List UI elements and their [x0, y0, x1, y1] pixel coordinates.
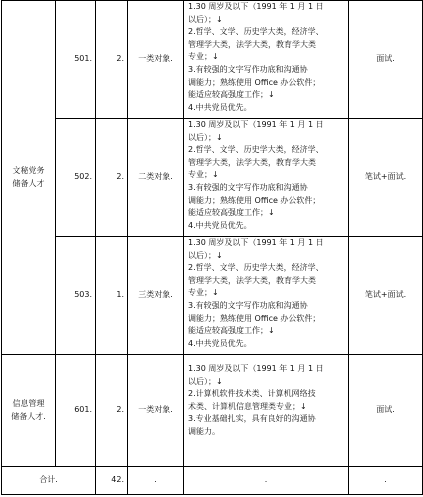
requirement-line: 管理学大类，法学大类，教育学大类 — [188, 157, 316, 167]
position-code: 502. — [56, 119, 96, 237]
requirement-line: 能适应较高强度工作；↓ — [188, 326, 275, 336]
requirement-line: 1.30 周岁及以下（1991 年 1 月 1 日 — [188, 120, 324, 129]
requirement-line: 能适应较高强度工作；↓ — [188, 90, 275, 100]
total-label: 合计. — [2, 467, 96, 495]
requirement-line: 4.中共党员优先。 — [188, 338, 252, 348]
requirement-line: 术类、计算机信息管理类专业；↓ — [188, 401, 307, 411]
category-line: 文秘党务 — [12, 165, 45, 175]
requirement-line: 2.哲学、文学、历史学大类，经济学、 — [188, 263, 324, 273]
requirement-line: 能适应较高强度工作；↓ — [188, 208, 275, 218]
requirement-line: 以后）；↓ — [188, 376, 223, 386]
table-row — [2, 119, 423, 237]
requirement-line: 调能力；熟练使用 Office 办公软件； — [188, 77, 321, 87]
requirement-line: 4.中共党员优先。 — [188, 220, 252, 230]
target-group: 二类对象. — [128, 119, 184, 237]
requirement-line: 3.有较强的文字写作功底和沟通协 — [188, 64, 308, 74]
requirement-line: 2.哲学、文学、历史学大类，经济学、 — [188, 27, 324, 37]
requirement-line: 2.哲学、文学、历史学大类，经济学、 — [188, 145, 324, 155]
requirement-line: 调能力。 — [188, 426, 220, 436]
target-group: 一类对象. — [128, 1, 184, 119]
hire-count: 2. — [96, 1, 128, 119]
total-target: . — [128, 467, 184, 495]
requirement-line: 1.30 周岁及以下（1991 年 1 月 1 日 — [188, 238, 324, 247]
hire-count: 2. — [96, 355, 128, 467]
position-code: 503. — [56, 237, 96, 355]
requirement-line: 专业；↓ — [188, 170, 219, 180]
position-code: 501. — [56, 1, 96, 119]
requirement-line: 以后）；↓ — [188, 250, 223, 260]
requirement-line: 以后）；↓ — [188, 132, 223, 142]
requirement-line: 以后）；↓ — [188, 14, 223, 24]
exam-method: 面试. — [349, 355, 423, 467]
category-line: 信息管理 — [12, 398, 45, 408]
requirement-line: 3.有较强的文字写作功底和沟通协 — [188, 300, 308, 310]
exam-method: 笔试+面试. — [349, 119, 423, 237]
category-line: 储备人才 — [12, 178, 45, 188]
target-group: 一类对象. — [128, 355, 184, 467]
requirement-line: 专业；↓ — [188, 52, 219, 62]
requirement-line: 2.计算机软件技术类、计算机网络技 — [188, 389, 316, 399]
requirement-line: 3.有较强的文字写作功底和沟通协 — [188, 182, 308, 192]
table-row — [2, 237, 423, 355]
position-code: 601. — [56, 355, 96, 467]
hire-count: 1. — [96, 237, 128, 355]
requirement-line: 1.30 周岁及以下（1991 年 1 月 1 日 — [188, 2, 324, 11]
requirement-line: 3.专业基础扎实，具有良好的沟通协 — [188, 414, 316, 424]
requirements-cell — [184, 119, 349, 237]
requirement-line: 4.中共党员优先。 — [188, 102, 252, 112]
category-line: 储备人才. — [11, 411, 46, 421]
job-table — [1, 0, 423, 495]
exam-method: 面试. — [349, 1, 423, 119]
total-row — [2, 467, 423, 495]
requirement-line: 调能力；熟练使用 Office 办公软件； — [188, 313, 321, 323]
requirement-line: 调能力；熟练使用 Office 办公软件； — [188, 195, 321, 205]
table-row — [2, 1, 423, 119]
requirements-cell — [184, 237, 349, 355]
category-cell — [2, 1, 56, 355]
requirement-line: 1.30 周岁及以下（1991 年 1 月 1 日 — [188, 364, 324, 373]
requirement-line: 专业；↓ — [188, 288, 219, 298]
requirement-line: 管理学大类，法学大类，教育学大类 — [188, 275, 316, 285]
requirements-cell — [184, 1, 349, 119]
spacer — [188, 355, 344, 363]
requirements-cell — [184, 355, 349, 467]
target-group: 三类对象. — [128, 237, 184, 355]
exam-method: 笔试+面试. — [349, 237, 423, 355]
hire-count: 2. — [96, 119, 128, 237]
total-requirements: . — [184, 467, 349, 495]
table-row — [2, 355, 423, 467]
category-cell — [2, 355, 56, 467]
total-count: 42. — [96, 467, 128, 495]
requirement-line: 管理学大类，法学大类，教育学大类 — [188, 39, 316, 49]
total-method: . — [349, 467, 423, 495]
